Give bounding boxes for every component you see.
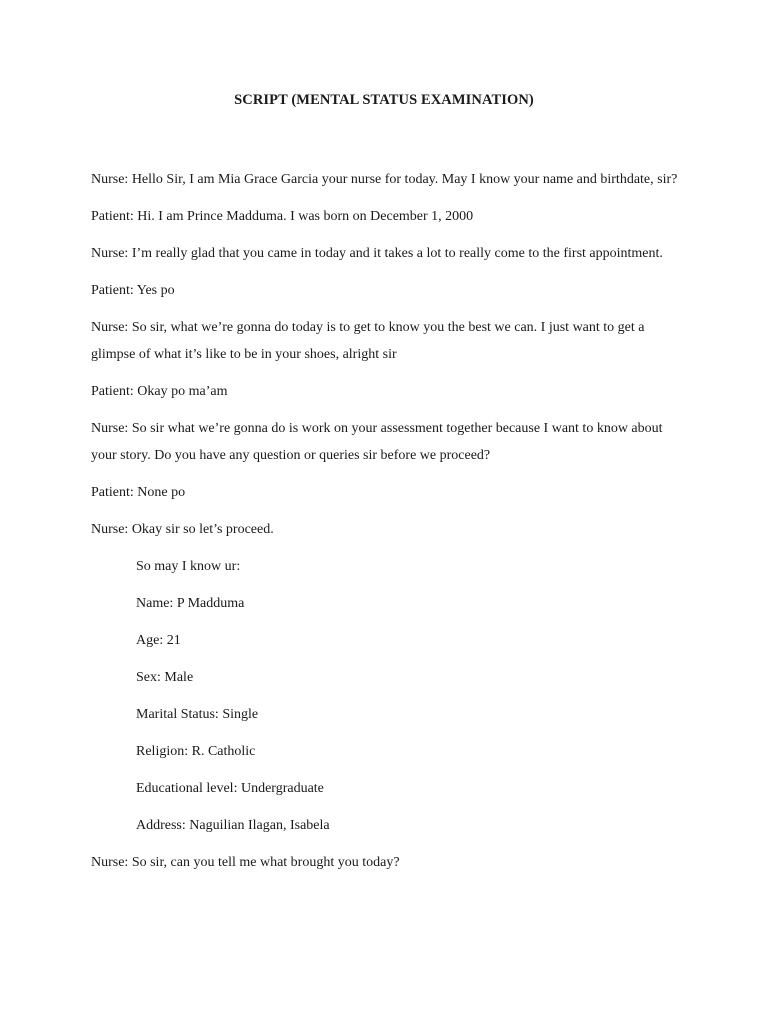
detail-sex: Sex: Male bbox=[136, 670, 194, 685]
detail-age: Age: 21 bbox=[136, 633, 181, 648]
dialogue-line: Nurse: I’m really glad that you came in today and it takes a lot to really come to the first appointment. bbox=[91, 246, 663, 261]
dialogue-line: Patient: None po bbox=[91, 485, 186, 500]
dialogue-line: Patient: Yes po bbox=[91, 283, 175, 298]
dialogue-line: Nurse: So sir what we’re gonna do is work on your assessment together because I want to know about your story. Do you have any question or queries sir before we proceed? bbox=[91, 421, 663, 463]
detail-marital-status: Marital Status: Single bbox=[136, 707, 259, 722]
detail-address: Address: Naguilian Ilagan, Isabela bbox=[136, 818, 330, 833]
detail-educational-level: Educational level: Undergraduate bbox=[136, 781, 324, 796]
document-body bbox=[91, 166, 681, 886]
detail-religion: Religion: R. Catholic bbox=[136, 744, 256, 759]
document-title: SCRIPT (MENTAL STATUS EXAMINATION) bbox=[234, 92, 534, 108]
detail-name: Name: P Madduma bbox=[136, 596, 245, 611]
dialogue-line: Patient: Okay po ma’am bbox=[91, 384, 228, 399]
dialogue-line: Nurse: So sir, what we’re gonna do today is to get to know you the best we can. I just want to get a glimpse of what it’s like to be in your shoes, alright sir bbox=[91, 320, 645, 362]
dialogue-line: Nurse: Okay sir so let’s proceed. bbox=[91, 522, 274, 537]
dialogue-line: Patient: Hi. I am Prince Madduma. I was born on December 1, 2000 bbox=[91, 209, 474, 224]
dialogue-line: Nurse: So sir, can you tell me what brought you today? bbox=[91, 855, 400, 870]
dialogue-line: Nurse: Hello Sir, I am Mia Grace Garcia your nurse for today. May I know your name and birthdate, sir? bbox=[91, 172, 678, 187]
details-intro: So may I know ur: bbox=[136, 559, 241, 574]
